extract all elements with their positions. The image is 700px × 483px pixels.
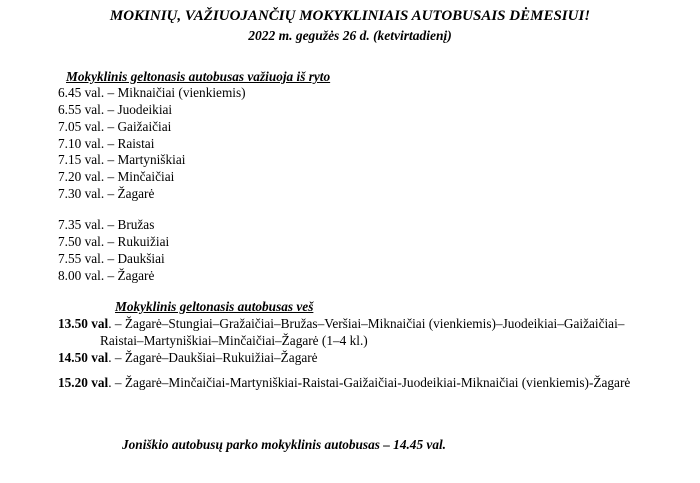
route-time: 14.50 val xyxy=(58,350,109,365)
schedule-row: 8.00 val. – Žagarė xyxy=(58,268,155,283)
schedule-row: 7.05 val. – Gaižaičiai xyxy=(58,119,172,134)
schedule-row: 7.10 val. – Raistai xyxy=(58,136,155,151)
schedule-row: 7.50 val. – Rukuižiai xyxy=(58,234,170,249)
route-time: 15.20 val xyxy=(58,375,109,390)
route-row xyxy=(58,375,630,392)
page-title: MOKINIŲ, VAŽIUOJANČIŲ MOKYKLINIAIS AUTOBUSAIS DĖMESIUI! xyxy=(109,8,591,24)
schedule-row: 7.15 val. – Martyniškiai xyxy=(58,152,186,167)
route-time: 13.50 val xyxy=(58,316,109,331)
route-row-continuation: Raistai–Martyniškiai–Minčaičiai–Žagarė (1–4 kl.) xyxy=(100,333,368,348)
route-text: . – Žagarė–Stungiai–Gražaičiai–Bružas–Veršiai–Miknaičiai (vienkiemis)–Juodeikiai–Gaižaičiai– xyxy=(108,316,625,331)
page-subtitle: 2022 m. gegužės 26 d. (ketvirtadienį) xyxy=(248,28,452,43)
route-row xyxy=(58,350,318,367)
schedule-row: 6.45 val. – Miknaičiai (vienkiemis) xyxy=(58,85,246,100)
route-row xyxy=(58,316,624,333)
route-text: . – Žagarė–Minčaičiai-Martyniškiai-Raistai-Gaižaičiai-Juodeikiai-Miknaičiai (vienkiemis)-Žagarė xyxy=(108,375,631,390)
afternoon-heading: Mokyklinis geltonasis autobusas veš xyxy=(115,299,314,314)
schedule-row: 7.55 val. – Daukšiai xyxy=(58,251,165,266)
route-text: . – Žagarė–Daukšiai–Rukuižiai–Žagarė xyxy=(108,350,318,365)
footer-note: Joniškio autobusų parko mokyklinis autobusas – 14.45 val. xyxy=(122,437,446,452)
schedule-row: 7.35 val. – Bružas xyxy=(58,217,155,232)
morning-heading: Mokyklinis geltonasis autobusas važiuoja iš ryto xyxy=(66,69,331,84)
schedule-row: 6.55 val. – Juodeikiai xyxy=(58,102,173,117)
schedule-row: 7.20 val. – Minčaičiai xyxy=(58,169,175,184)
schedule-row: 7.30 val. – Žagarė xyxy=(58,186,155,201)
